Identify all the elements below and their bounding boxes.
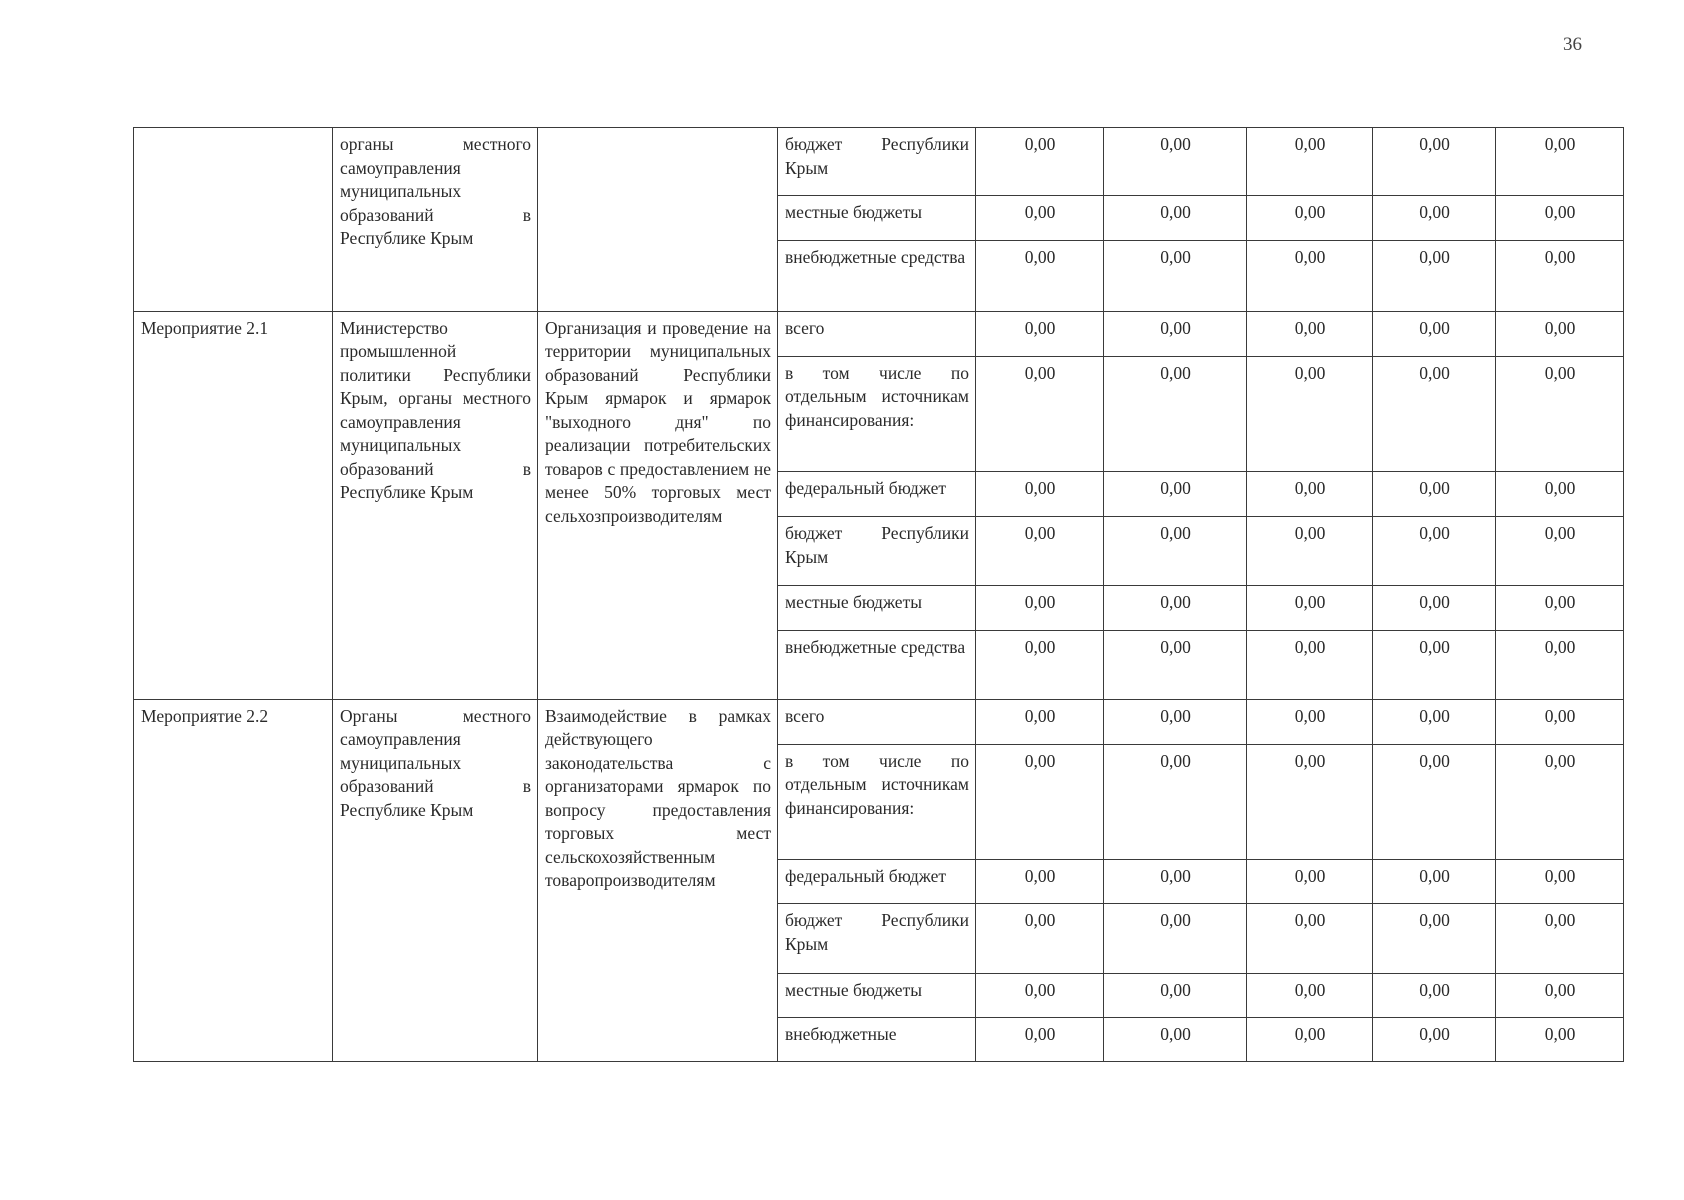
funding-source-cell: всего [778, 311, 976, 356]
funding-source-cell: бюджет Республики Крым [778, 128, 976, 196]
measure-name-cell: Мероприятие 2.2 [134, 699, 333, 1061]
value-cell: 0,00 [1247, 699, 1373, 744]
value-cell: 0,00 [1373, 860, 1496, 904]
value-cell: 0,00 [976, 128, 1104, 196]
value-cell: 0,00 [1373, 241, 1496, 311]
value-cell: 0,00 [1496, 860, 1624, 904]
value-cell: 0,00 [1247, 744, 1373, 859]
value-cell: 0,00 [1104, 904, 1247, 973]
funding-source-cell: в том числе по отдельным источникам финансирования: [778, 744, 976, 859]
value-cell: 0,00 [1247, 860, 1373, 904]
value-cell: 0,00 [1247, 241, 1373, 311]
value-cell: 0,00 [1496, 744, 1624, 859]
table-row [134, 128, 1624, 196]
value-cell: 0,00 [976, 311, 1104, 356]
value-cell: 0,00 [1373, 744, 1496, 859]
value-cell: 0,00 [1247, 1017, 1373, 1061]
value-cell: 0,00 [1247, 517, 1373, 586]
value-cell: 0,00 [1496, 241, 1624, 311]
table-row [134, 311, 1624, 356]
value-cell: 0,00 [1104, 1017, 1247, 1061]
responsible-cell: Министерство промышленной политики Республики Крым, органы местного самоуправления муниципальных образований в Республике Крым [333, 311, 538, 699]
measure-name-cell [134, 128, 333, 312]
value-cell: 0,00 [1373, 311, 1496, 356]
value-cell: 0,00 [976, 517, 1104, 586]
funding-source-cell: местные бюджеты [778, 973, 976, 1017]
value-cell: 0,00 [1104, 699, 1247, 744]
value-cell: 0,00 [1373, 196, 1496, 241]
value-cell: 0,00 [1373, 973, 1496, 1017]
financing-table [133, 127, 1624, 1062]
value-cell: 0,00 [1247, 128, 1373, 196]
value-cell: 0,00 [1247, 973, 1373, 1017]
value-cell: 0,00 [1496, 128, 1624, 196]
value-cell: 0,00 [1104, 744, 1247, 859]
value-cell: 0,00 [1104, 472, 1247, 517]
value-cell: 0,00 [1247, 196, 1373, 241]
value-cell: 0,00 [976, 241, 1104, 311]
value-cell: 0,00 [976, 973, 1104, 1017]
value-cell: 0,00 [1247, 311, 1373, 356]
value-cell: 0,00 [1496, 904, 1624, 973]
value-cell: 0,00 [1247, 356, 1373, 471]
funding-source-cell: внебюджетные средства [778, 241, 976, 311]
value-cell: 0,00 [1496, 311, 1624, 356]
value-cell: 0,00 [1247, 472, 1373, 517]
value-cell: 0,00 [1104, 973, 1247, 1017]
funding-source-cell: всего [778, 699, 976, 744]
value-cell: 0,00 [1496, 1017, 1624, 1061]
value-cell: 0,00 [1104, 241, 1247, 311]
value-cell: 0,00 [1104, 196, 1247, 241]
value-cell: 0,00 [1496, 973, 1624, 1017]
value-cell: 0,00 [976, 860, 1104, 904]
value-cell: 0,00 [976, 196, 1104, 241]
funding-source-cell: бюджет Республики Крым [778, 517, 976, 586]
value-cell: 0,00 [1373, 472, 1496, 517]
table-row [134, 699, 1624, 744]
value-cell: 0,00 [976, 356, 1104, 471]
value-cell: 0,00 [1496, 517, 1624, 586]
value-cell: 0,00 [976, 630, 1104, 699]
description-cell [538, 128, 778, 312]
value-cell: 0,00 [1373, 699, 1496, 744]
value-cell: 0,00 [1373, 356, 1496, 471]
value-cell: 0,00 [1373, 517, 1496, 586]
value-cell: 0,00 [1247, 586, 1373, 630]
funding-source-cell: в том числе по отдельным источникам финансирования: [778, 356, 976, 471]
funding-source-cell: местные бюджеты [778, 586, 976, 630]
value-cell: 0,00 [1104, 630, 1247, 699]
value-cell: 0,00 [1104, 860, 1247, 904]
value-cell: 0,00 [1496, 630, 1624, 699]
value-cell: 0,00 [1104, 586, 1247, 630]
value-cell: 0,00 [976, 904, 1104, 973]
responsible-cell: Органы местного самоуправления муниципальных образований в Республике Крым [333, 699, 538, 1061]
value-cell: 0,00 [976, 1017, 1104, 1061]
description-cell: Взаимодействие в рамках действующего законодательства с организаторами ярмарок по вопросу предоставления торговых мест сельскохозяйственным товаропроизводителям [538, 699, 778, 1061]
value-cell: 0,00 [1496, 196, 1624, 241]
value-cell: 0,00 [1104, 517, 1247, 586]
funding-source-cell: бюджет Республики Крым [778, 904, 976, 973]
funding-source-cell: внебюджетные [778, 1017, 976, 1061]
value-cell: 0,00 [976, 586, 1104, 630]
funding-source-cell: местные бюджеты [778, 196, 976, 241]
funding-source-cell: федеральный бюджет [778, 860, 976, 904]
description-cell: Организация и проведение на территории муниципальных образований Республики Крым ярмарок и ярмарок "выходного дня" по реализации потребительских товаров с предоставлением не менее 50% торговых мест сельхозпроизводителям [538, 311, 778, 699]
value-cell: 0,00 [1373, 128, 1496, 196]
value-cell: 0,00 [1373, 586, 1496, 630]
value-cell: 0,00 [1496, 356, 1624, 471]
value-cell: 0,00 [1496, 586, 1624, 630]
funding-source-cell: федеральный бюджет [778, 472, 976, 517]
value-cell: 0,00 [1373, 904, 1496, 973]
value-cell: 0,00 [1373, 1017, 1496, 1061]
value-cell: 0,00 [1247, 904, 1373, 973]
funding-source-cell: внебюджетные средства [778, 630, 976, 699]
value-cell: 0,00 [1496, 472, 1624, 517]
value-cell: 0,00 [1104, 356, 1247, 471]
value-cell: 0,00 [1373, 630, 1496, 699]
value-cell: 0,00 [976, 472, 1104, 517]
value-cell: 0,00 [976, 699, 1104, 744]
value-cell: 0,00 [1104, 128, 1247, 196]
page-number: 36 [1563, 34, 1582, 55]
value-cell: 0,00 [976, 744, 1104, 859]
value-cell: 0,00 [1247, 630, 1373, 699]
value-cell: 0,00 [1104, 311, 1247, 356]
measure-name-cell: Мероприятие 2.1 [134, 311, 333, 699]
value-cell: 0,00 [1496, 699, 1624, 744]
responsible-cell: органы местного самоуправления муниципальных образований в Республике Крым [333, 128, 538, 312]
